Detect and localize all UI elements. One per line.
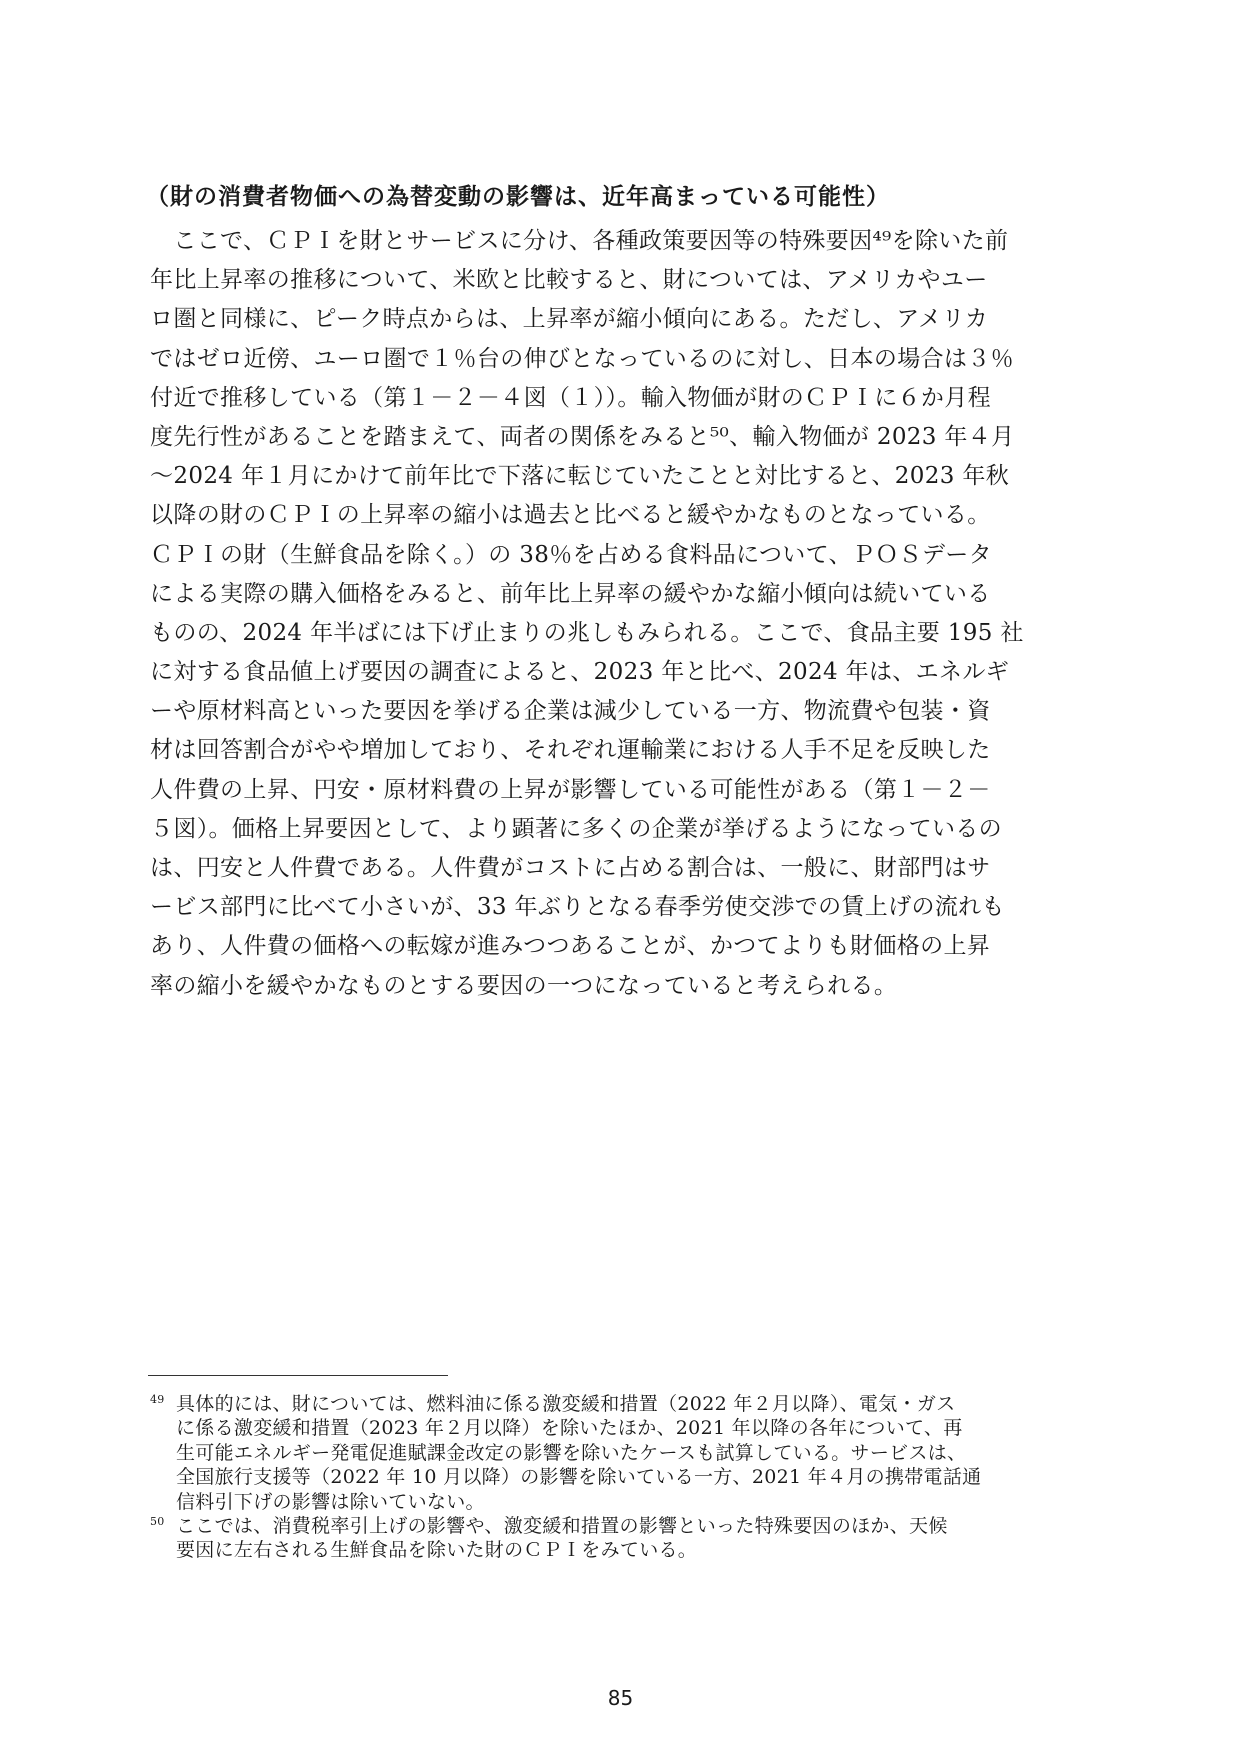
body-line: 人件費の上昇、円安・原材料費の上昇が影響している可能性がある（第１－２－ — [150, 776, 991, 803]
body-line: ＣＰＩの財（生鮮食品を除く。）の 38％を占める食料品について、ＰＯＳデータ — [150, 541, 992, 568]
page-number: 85 — [607, 1686, 634, 1710]
body-line: 付近で推移している（第１－２－４図（１））。輸入物価が財のＣＰＩに６か月程 — [150, 384, 991, 411]
body-line: ここで、ＣＰＩを財とサービスに分け、各種政策要因等の特殊要因⁴⁹を除いた前 — [150, 228, 1009, 254]
body-line: ーや原材料高といった要因を挙げる企業は減少している一方、物流費や包装・資 — [150, 698, 991, 725]
section-heading: （財の消費者物価への為替変動の影響は、近年高まっている可能性） — [146, 184, 890, 210]
body-line: 材は回答割合がやや増加しており、それぞれ運輸業における人手不足を反映した — [150, 737, 991, 764]
body-line: に対する食品値上げ要因の調査によると、2023 年と比べ、2024 年は、エネルギ — [150, 659, 1010, 686]
body-line: ではゼロ近傍、ユーロ圏で１％台の伸びとなっているのに対し、日本の場合は３％ — [150, 345, 1014, 372]
body-line: あり、人件費の価格への転嫁が進みつつあることが、かつてよりも財価格の上昇 — [150, 933, 991, 960]
footnote-line — [150, 1441, 1090, 1465]
footnote-divider — [148, 1375, 448, 1376]
body-line: 度先行性があることを踏まえて、両者の関係をみると⁵⁰、輸入物価が 2023 年４月 — [150, 423, 1015, 450]
footnote-text: 具体的には、財については、燃料油に係る激変緩和措置（2022 年２月以降）、電気・ガス — [176, 1393, 956, 1415]
body-paragraph — [150, 222, 1098, 1006]
body-line: 以降の財のＣＰＩの上昇率の縮小は過去と比べると緩やかなものとなっている。 — [150, 502, 991, 529]
footnote-line — [150, 1490, 1090, 1514]
footnote-line — [150, 1416, 1090, 1440]
footnote-line — [150, 1392, 1090, 1416]
body-line: ービス部門に比べて小さいが、33 年ぶりとなる春季労使交渉での賃上げの流れも — [150, 894, 1005, 921]
body-line: による実際の購入価格をみると、前年比上昇率の緩やかな縮小傾向は続いている — [150, 580, 991, 607]
footnote-text: ここでは、消費税率引上げの影響や、激変緩和措置の影響といった特殊要因のほか、天候 — [176, 1514, 948, 1537]
body-line: 率の縮小を緩やかなものとする要因の一つになっていると考えられる。 — [150, 972, 898, 999]
body-line: ものの、2024 年半ばには下げ止まりの兆しもみられる。ここで、食品主要 195 社 — [150, 619, 1024, 646]
body-line: ～2024 年１月にかけて前年比で下落に転じていたことと対比すると、2023 年秋 — [150, 463, 1010, 490]
footnote-text: 信料引下げの影響は除いていない。 — [176, 1490, 485, 1513]
footnote-line — [150, 1538, 1090, 1562]
footnote-text: 全国旅行支援等（2022 年 10 月以降）の影響を除いている一方、2021 年４月の携帯電話通 — [176, 1466, 982, 1489]
footnote-text: に係る激変緩和措置（2023 年２月以降）を除いたほか、2021 年以降の各年について、再 — [176, 1417, 963, 1440]
footnotes — [150, 1392, 1090, 1563]
body-line: ５図）。価格上昇要因として、より顕著に多くの企業が挙げるようになっているの — [150, 815, 1002, 842]
body-line: は、円安と人件費である。人件費がコストに占める割合は、一般に、財部門はサ — [150, 855, 991, 881]
body-line: ロ圏と同様に、ピーク時点からは、上昇率が縮小傾向にある。ただし、アメリカ — [150, 306, 989, 333]
footnote-text: 要因に左右される生鮮食品を除いた財のＣＰＩをみている。 — [176, 1539, 698, 1562]
footnote-text: 生可能エネルギー発電促進賦課金改定の影響を除いたケースも試算している。サービスは、 — [176, 1441, 967, 1464]
footnote-mark: 50 — [150, 1514, 165, 1528]
footnote-50 — [150, 1514, 1090, 1563]
body-line: 年比上昇率の推移について、米欧と比較すると、財については、アメリカやユー — [150, 267, 988, 294]
footnote-line — [150, 1465, 1090, 1489]
footnote-line — [150, 1514, 1090, 1538]
footnote-mark: 49 — [150, 1393, 165, 1406]
footnote-49 — [150, 1392, 1090, 1514]
